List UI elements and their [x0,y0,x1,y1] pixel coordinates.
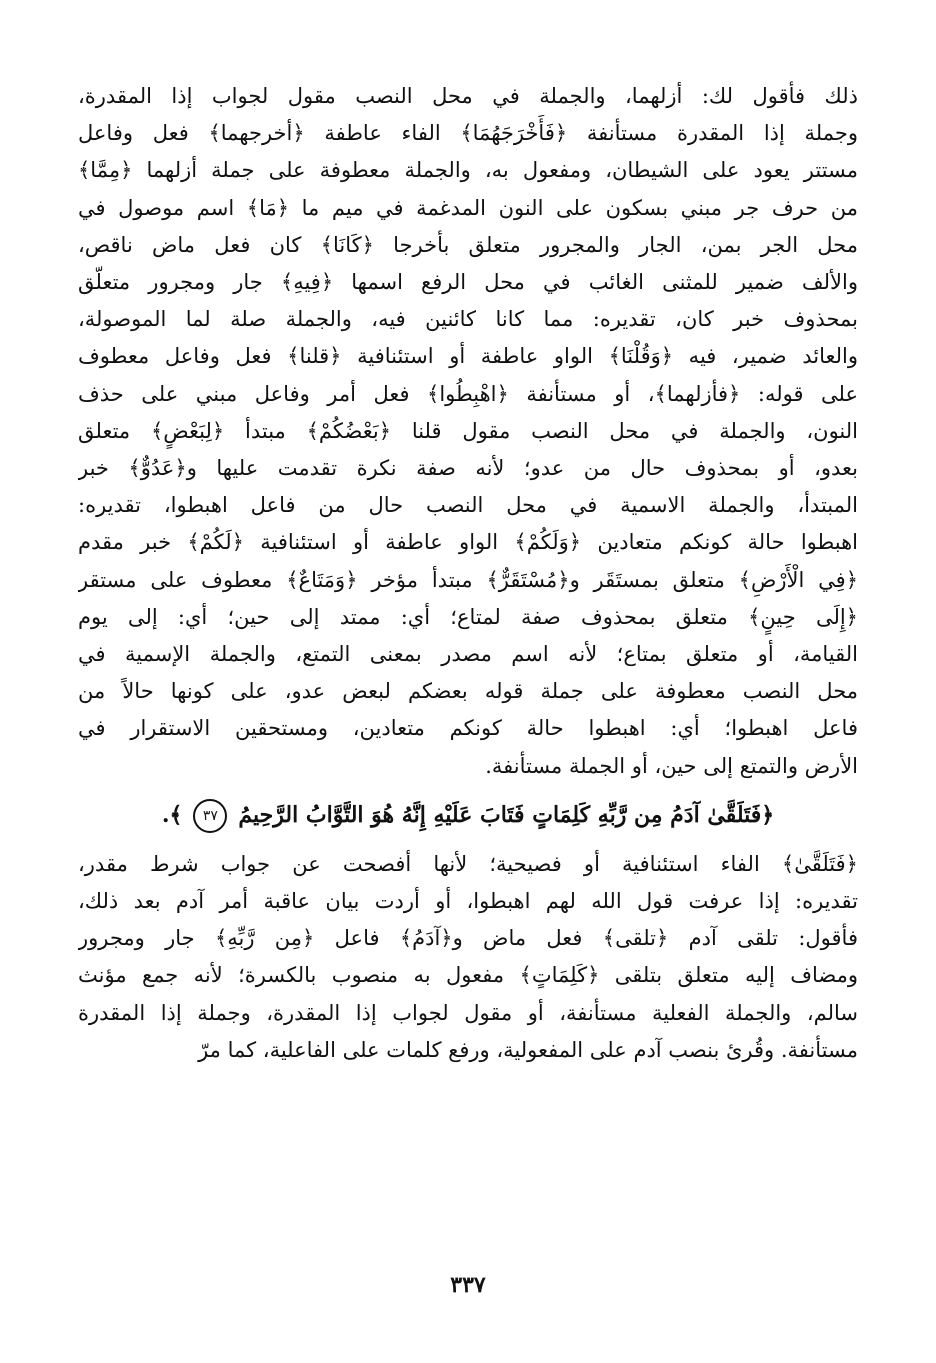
text-line: مستتر يعود على الشيطان، ومفعول به، والجملة معطوفة على جملة أزلهما ﴿مِمَّا﴾ [78,158,858,183]
verse-closing-bracket: ﴾. [161,801,183,828]
text-line: ذلك فأقول لك: أزلهما، والجملة في محل النصب مقول لجواب إذا المقدرة، [78,84,858,108]
text-line: مستأنفة. وقُرئ بنصب آدم على المفعولية، ورفع كلمات على الفاعلية، كما مرّ [198,1037,858,1062]
ayah-number-badge: ٣٧ [193,799,227,833]
text-line: المبتدأ، والجملة الاسمية في محل النصب حال من فاعل اهبطوا، تقديره: [78,493,858,518]
text-line: من حرف جر مبني بسكون على النون المدغمة في ميم ما ﴿مَا﴾ اسم موصول في [78,195,858,220]
text-line: تقديره: إذا عرفت قول الله لهم اهبطوا، أو أردت بيان عاقبة أمر آدم بعد ذلك، [78,889,858,914]
text-line: الأرض والتمتع إلى حين، أو الجملة مستأنفة. [485,753,858,778]
paragraph-2 [78,846,858,1069]
text-line: والألف ضمير للمثنى الغائب في محل الرفع اسمها ﴿فِيهِ﴾ جار ومجرور متعلّق [78,270,858,295]
text-line: وجملة إذا المقدرة مستأنفة ﴿فَأَخْرَجَهُمَا﴾ الفاء عاطفة ﴿أخرجهما﴾ فعل وفاعل [78,121,858,146]
text-line: بمحذوف خبر كان، تقديره: مما كانا كائنين فيه، والجملة صلة لما الموصولة، [78,307,858,332]
quran-verse [78,795,858,836]
text-line: بعدو، أو بمحذوف حال من عدو؛ لأنه صفة نكرة تقدمت عليها و﴿عَدُوٌّ﴾ خبر [78,456,858,481]
text-line: والعائد ضمير، فيه ﴿وَقُلْنَا﴾ الواو عاطفة أو استئنافية ﴿قلنا﴾ فعل وفاعل معطوف [78,344,858,369]
text-line: القيامة، أو متعلق بمتاع؛ لأنه اسم مصدر بمعنى التمتع، والجملة الإسمية في [78,642,858,667]
text-line: على قوله: ﴿فأزلهما﴾، أو مستأنفة ﴿اهْبِطُوا﴾ فعل أمر وفاعل مبني على حذف [78,381,858,406]
text-line: اهبطوا حالة كونكم متعادين ﴿وَلَكُمْ﴾ الواو عاطفة أو استئنافية ﴿لَكُمْ﴾ خبر مقدم [78,530,858,555]
text-line: سالم، والجملة الفعلية مستأنفة، أو مقول لجواب إذا المقدرة، وجملة إذا المقدرة [78,1000,858,1025]
page-content [78,78,858,1069]
page-number: ٣٣٧ [450,1272,486,1298]
text-line: فاعل اهبطوا؛ أي: اهبطوا حالة كونكم متعادين، ومستحقين الاستقرار في [78,716,858,741]
text-line: محل النصب معطوفة على جملة قوله بعضكم لبعض عدو، على كونها حالاً من [78,679,858,704]
text-line: النون، والجملة في محل النصب مقول قلنا ﴿بَعْضُكُمْ﴾ مبتدأ ﴿لِبَعْضٍ﴾ متعلق [78,418,858,443]
text-line: فأقول: تلقى آدم ﴿تلقى﴾ فعل ماض و﴿آدَمُ﴾ فاعل ﴿مِن رَّبِّهِ﴾ جار ومجرور [78,926,858,951]
text-line: ﴿إِلَى حِينٍ﴾ متعلق بمحذوف صفة لمتاع؛ أي: ممتد إلى حين؛ أي: إلى يوم [78,604,858,629]
paragraph-1 [78,78,858,785]
verse-text: ﴿فَتَلَقَّىٰ آدَمُ مِن رَّبِّهِ كَلِمَاتٍ فَتَابَ عَلَيْهِ إِنَّهُ هُوَ التَّوَّابُ الرَّحِيمُ [238,801,775,828]
text-line: ومضاف إليه متعلق بتلقى ﴿كَلِمَاتٍ﴾ مفعول به منصوب بالكسرة؛ لأنه جمع مؤنث [78,963,858,988]
text-line: ﴿فِي الْأَرْضِ﴾ متعلق بمستَقَر و﴿مُسْتَقَرٌّ﴾ مبتدأ مؤخر ﴿وَمَتَاعٌ﴾ معطوف على مستقر [78,567,858,592]
text-line: ﴿فَتَلَقَّىٰ﴾ الفاء استئنافية أو فصيحية؛ لأنها أفصحت عن جواب شرط مقدر، [78,851,858,876]
text-line: محل الجر بمن، الجار والمجرور متعلق بأخرجا ﴿كَانَا﴾ كان فعل ماض ناقص، [78,232,858,257]
